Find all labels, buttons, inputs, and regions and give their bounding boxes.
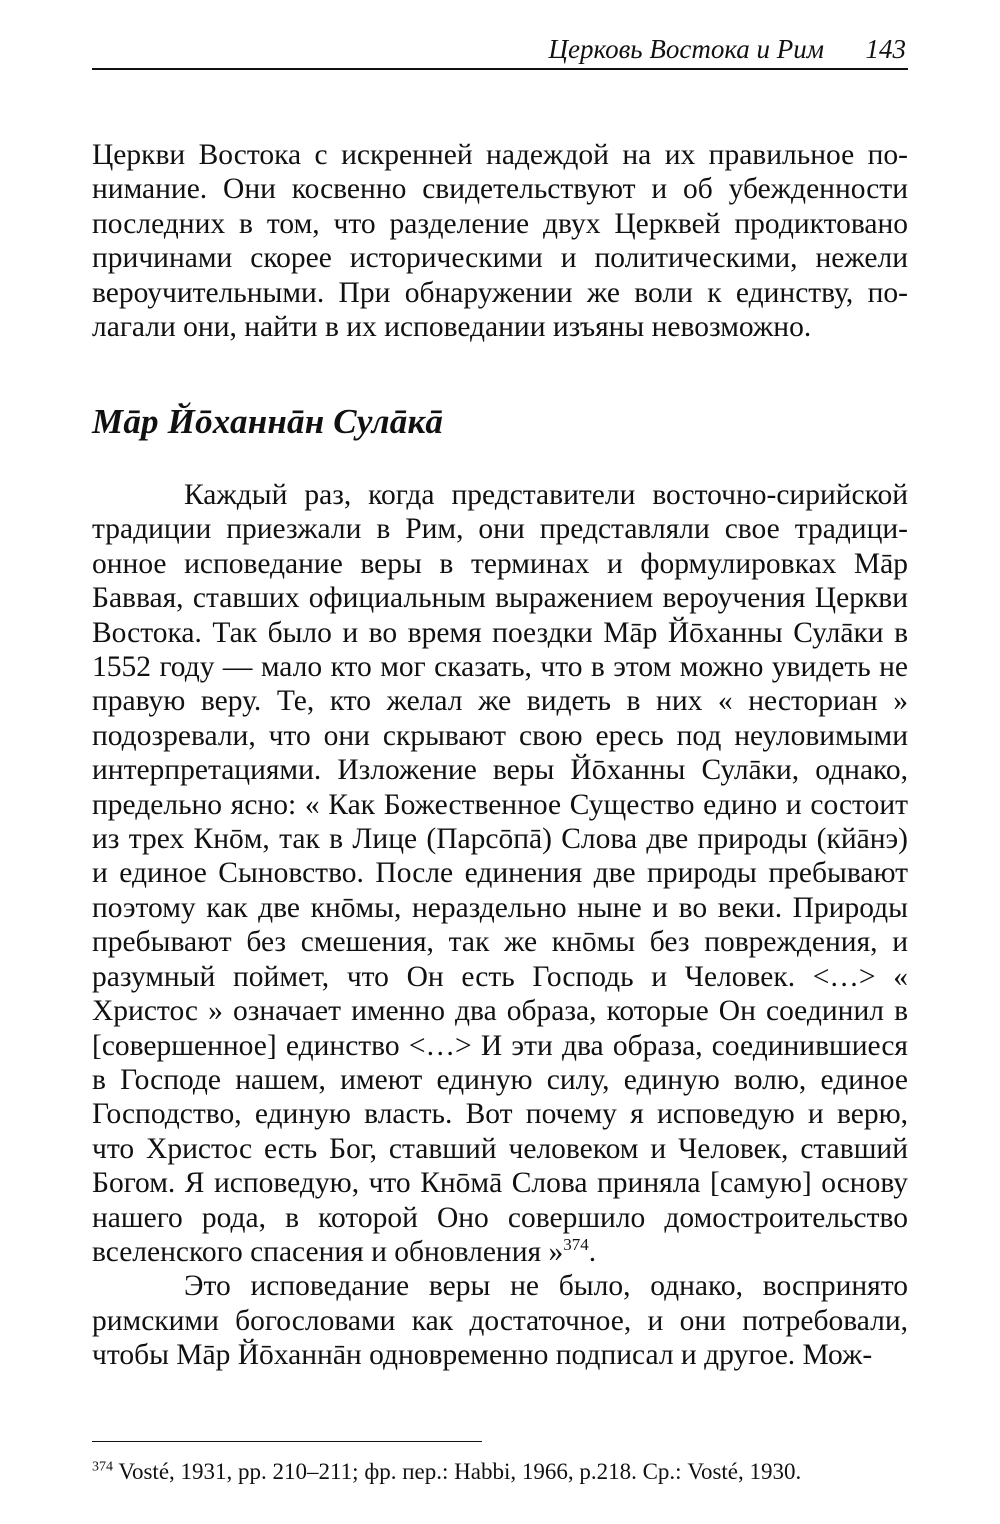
running-head (92, 30, 908, 70)
paragraph-1-end: . (588, 1235, 597, 1268)
paragraph-1-text: Каждый раз, когда представители восточно-сирийской традиции приезжали в Рим, они представляли свое традиционное исповедание веры в терминах и формулировках Мāр Баввая, ставших официальным выражением вероучения Церкви Востока. Так было и во время поездки Мāр Йōханны Сулāки в 1552 году — мало кто мог сказать, что в этом можно увидеть не правую веру. Те, кто желал же видеть в них « несториан » подозревали, что они скрывают свою ересь под неуловимыми интерпретациями. Изложение веры Йōханны Сулāки, однако, предельно ясно: « Как Божественное Существо едино и состоит из трех Кнōм, так в Лице (Парсōпā) Слова две природы (кйāнэ) и единое Сыновство. После единения две природы пребывают поэтому как две кнōмы, нераздельно ныне и во веки. Природы пребывают без смешения, так же кнōмы без повреждения, и разумный поймет, что Он есть Господь и Человек. <…> « Христос » означает именно два образа, которые Он соединил в [совершенное] единство <…> И эти два образа, соединившиеся в Господе нашем, имеют единую силу, единую волю, единое Господство, единую власть. Вот почему я исповедую и верю, что Христос есть Бог, ставший человеком и Человек, ставший Богом. Я исповедую, что Кнōмā Слова приняла [самую] основу нашего рода, в которой Оно совершило домостроительство вселенского спасения и обновления » (92, 479, 908, 1268)
page-number: 143 (865, 34, 906, 64)
footnote-divider (92, 1441, 482, 1442)
paragraph-2: Это исповедание веры не было, однако, воспринято римскими богословами как достаточное, и они потребовали, чтобы Мāр Йōханнāн одновременно подписал и другое. Мож- (92, 1270, 908, 1372)
paragraph-1 (92, 478, 908, 1269)
footnote-number: 374 (92, 1459, 113, 1475)
section-heading: Мāр Йōханнāн Сулāкā (92, 402, 444, 441)
intro-paragraph: Церкви Востока с искренней надеждой на их правильное понимание. Они косвенно свидетельствуют и об убежденности последних в том, что разделение двух Церквей продиктовано причинами скорее историческими и политическими, нежели вероучительными. При обнаружении же воли к единству, полагали они, найти в их исповедании изъяны невозможно. (92, 139, 908, 344)
running-head-title: Церковь Востока и Рим (548, 34, 824, 64)
main-text-block (92, 478, 908, 1373)
footnote-text: Vosté, 1931, pp. 210–211; фр. пер.: Habbi, 1966, p.218. Ср.: Vosté, 1930. (113, 1459, 802, 1484)
intro-text-block (92, 138, 908, 344)
footnote-reference: 374 (563, 1235, 589, 1255)
footnote (92, 1458, 908, 1486)
